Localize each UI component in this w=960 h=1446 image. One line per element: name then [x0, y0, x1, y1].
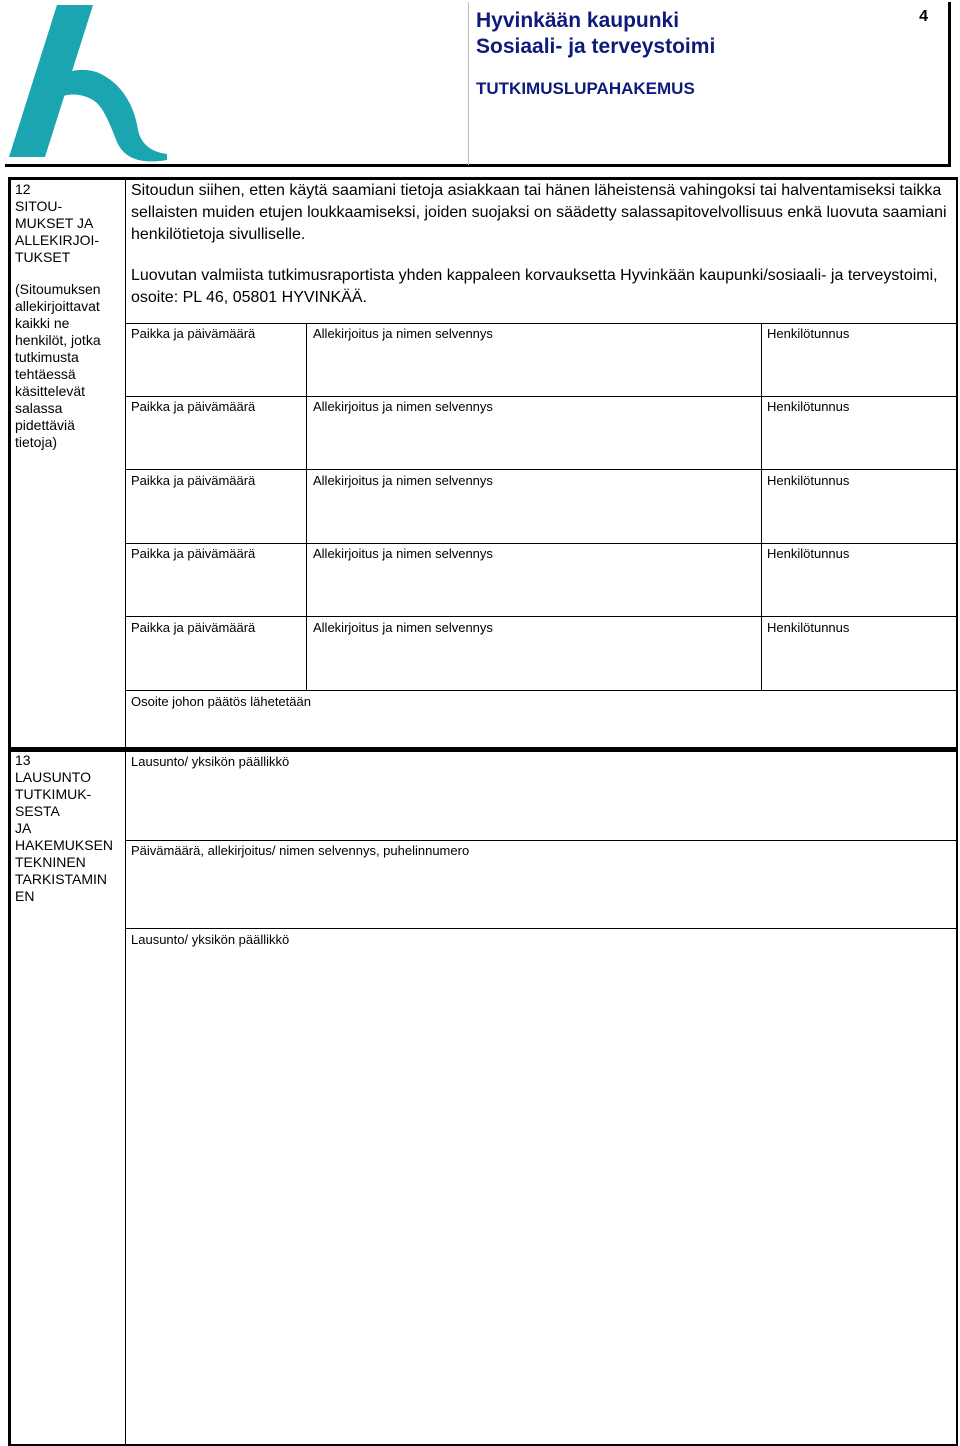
section-12-note [15, 281, 101, 451]
section-12-commitments [8, 177, 958, 750]
section-12-note-line: (Sitoumuksen [15, 281, 101, 297]
header-titles [476, 8, 946, 99]
date-signature-phone-field[interactable]: Päivämäärä, allekirjoitus/ nimen selvennys, puhelinnumero [131, 843, 470, 858]
confidentiality-commitment-text: Sitoudun siihen, etten käytä saamiani tietoja asiakkaan tai hänen läheistensä vahingoksi tai halventamiseksi taikka sellaisten muiden etujen loukkaamiseksi, joiden suojaksi on säädetty salassapitovelvollisuus enkä luovuta saamiani henkilötietoja sivulliselle. [131, 182, 947, 243]
section-12-note-line: tietoja) [15, 434, 58, 450]
place-date-field[interactable]: Paikka ja päivämäärä [131, 620, 256, 635]
section-13-title-line: JA [15, 820, 32, 836]
page-number: 4 [919, 8, 928, 25]
section-13-title-line: TARKISTAMIN [15, 871, 108, 887]
section-12-title [15, 198, 99, 266]
document-title: TUTKIMUSLUPAHAKEMUS [476, 79, 695, 98]
grid-line [126, 543, 956, 544]
personal-id-field[interactable]: Henkilötunnus [767, 326, 850, 341]
grid-line [306, 323, 307, 690]
grid-line [126, 323, 956, 324]
grid-line [126, 928, 956, 929]
section-13-title [15, 769, 113, 905]
organization-name: Hyvinkään kaupunki [476, 9, 680, 32]
personal-id-field[interactable]: Henkilötunnus [767, 473, 850, 488]
hyvinkaa-logo-icon [5, 2, 170, 165]
grid-line [126, 840, 956, 841]
place-date-field[interactable]: Paikka ja päivämäärä [131, 546, 256, 561]
section-13-title-line: SESTA [15, 803, 60, 819]
unit-head-statement-field[interactable]: Lausunto/ yksikön päällikkö [131, 754, 290, 769]
signature-field[interactable]: Allekirjoitus ja nimen selvennys [313, 326, 493, 341]
section-12-note-line: pidettäviä [15, 417, 75, 433]
place-date-field[interactable]: Paikka ja päivämäärä [131, 473, 256, 488]
section-12-note-line: tutkimusta [15, 349, 79, 365]
grid-line [761, 323, 762, 690]
section-12-title-line: MUKSET JA [15, 215, 94, 231]
section-12-note-line: käsittelevät [15, 383, 86, 399]
grid-line [126, 690, 956, 691]
section-12-number: 12 [15, 181, 31, 197]
header-divider [468, 2, 469, 165]
section-13-title-line: LAUSUNTO [15, 769, 91, 785]
signature-field[interactable]: Allekirjoitus ja nimen selvennys [313, 399, 493, 414]
unit-head-statement-field-2[interactable]: Lausunto/ yksikön päällikkö [131, 932, 290, 947]
report-delivery-text: Luovutan valmiista tutkimusraportista yhden kappaleen korvauksetta Hyvinkään kaupunki/sosiaali- ja terveystoimi, osoite: PL 46, 05801 HYVINKÄÄ. [131, 267, 938, 306]
grid-line [126, 469, 956, 470]
section-13-title-line: TEKNINEN [15, 854, 86, 870]
section-12-title-line: SITOU- [15, 198, 63, 214]
section-13-number: 13 [15, 752, 31, 768]
signature-field[interactable]: Allekirjoitus ja nimen selvennys [313, 546, 493, 561]
section-12-title-line: TUKSET [15, 249, 71, 265]
section-12-title-line: ALLEKIRJOI- [15, 232, 100, 248]
section-13-title-line: EN [15, 888, 35, 904]
grid-line [126, 616, 956, 617]
section-12-note-line: kaikki ne [15, 315, 70, 331]
department-name: Sosiaali- ja terveystoimi [476, 35, 716, 58]
personal-id-field[interactable]: Henkilötunnus [767, 399, 850, 414]
personal-id-field[interactable]: Henkilötunnus [767, 620, 850, 635]
section-13-title-line: TUTKIMUK- [15, 786, 92, 802]
signature-field[interactable]: Allekirjoitus ja nimen selvennys [313, 473, 493, 488]
personal-id-field[interactable]: Henkilötunnus [767, 546, 850, 561]
signature-field[interactable]: Allekirjoitus ja nimen selvennys [313, 620, 493, 635]
section-12-note-line: henkilöt, jotka [15, 332, 101, 348]
section-12-note-line: tehtäessä [15, 366, 76, 382]
section-12-note-line: salassa [15, 400, 63, 416]
section-13-title-line: HAKEMUKSEN [15, 837, 114, 853]
decision-address-field[interactable]: Osoite johon päätös lähetetään [131, 694, 311, 709]
section-12-note-line: allekirjoittavat [15, 298, 100, 314]
grid-line [126, 396, 956, 397]
place-date-field[interactable]: Paikka ja päivämäärä [131, 326, 256, 341]
place-date-field[interactable]: Paikka ja päivämäärä [131, 399, 256, 414]
